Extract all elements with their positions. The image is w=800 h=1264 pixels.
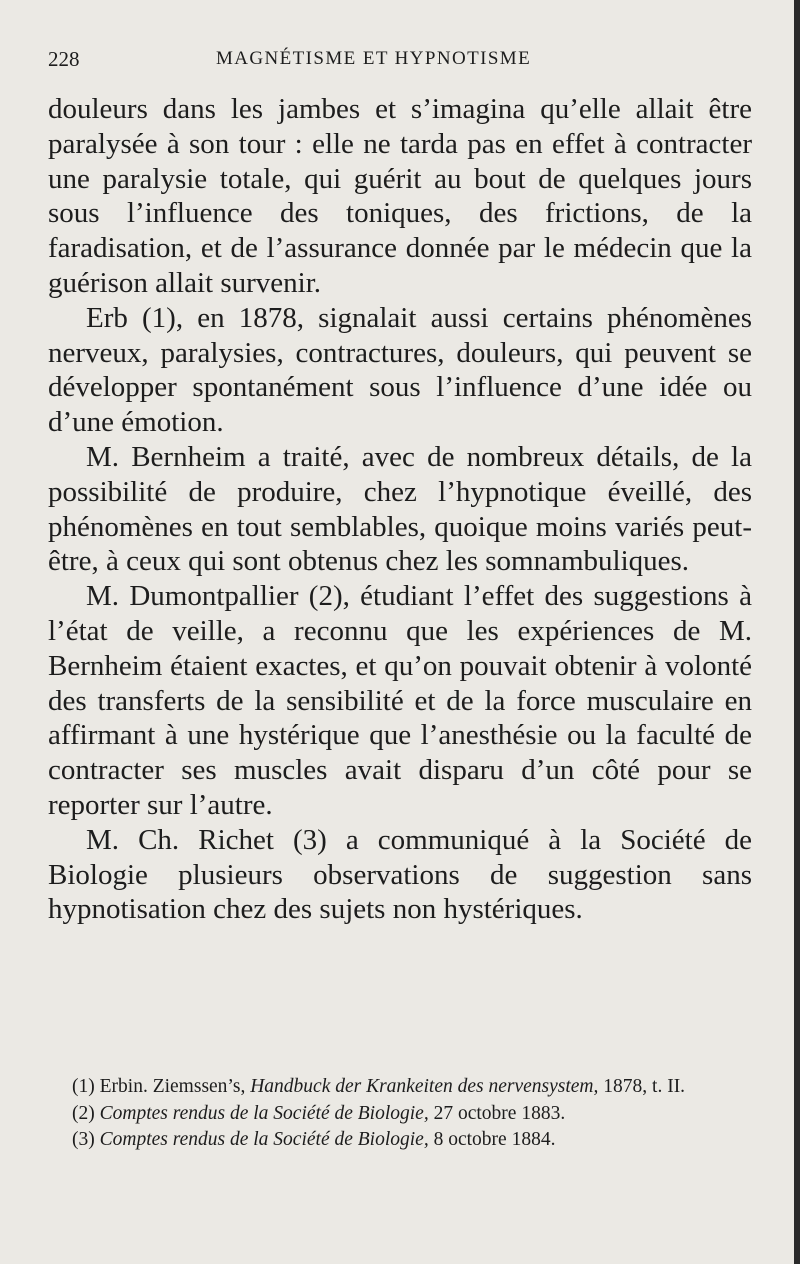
paragraph-2: Erb (1), en 1878, signalait aussi certains phénomènes nerveux, paralysies, contractures, douleurs, qui peuvent se développer spontanément sous l’influence d’une idée ou d’une émotion. — [48, 301, 752, 439]
running-head — [48, 44, 752, 74]
footnote-1-title: Handbuck der Krankeiten des nervensystem, — [250, 1076, 599, 1097]
footnote-1-details: 1878, t. II. — [603, 1076, 686, 1097]
footnote-3-title: Comptes rendus de la Société de Biologie, — [99, 1129, 429, 1150]
footnote-2-marker: (2) — [72, 1102, 95, 1124]
footnote-3-details: 8 octobre 1884. — [433, 1129, 556, 1150]
paragraph-5: M. Ch. Richet (3) a communiqué à la Société de Biologie plusieurs observations de suggestion sans hypnotisation chez des sujets non hystériques. — [48, 823, 752, 926]
paragraph-4: M. Dumontpallier (2), étudiant l’effet des suggestions à l’état de veille, a reconnu que les expériences de M. Bernheim étaient exactes, et qu’on pouvait obtenir à volonté des transferts de la sensibilité et de la force musculaire en affirmant à une hystérique que l’anesthésie ou la faculté de contracter ses muscles avait disparu d’un côté pour se reporter sur l’autre. — [48, 580, 752, 821]
paragraph-1: douleurs dans les jambes et s’imagina qu’elle allait être paralysée à son tour : elle ne tarda pas en effet à contracter une paralysie totale, qui guérit au bout de quelques jours sous l’influence des toniques, des frictions, de la faradisation, et de l’assurance donnée par le médecin que la guérison allait survenir. — [48, 93, 752, 299]
main-text — [48, 92, 752, 927]
paragraph-3: M. Bernheim a traité, avec de nombreux détails, de la possibilité de produire, chez l’hypnotique éveillé, des phénomènes en tout semblables, quoique moins variés peut-être, à ceux qui sont obtenus chez les somnambuliques. — [48, 440, 752, 578]
footnote-2-details: 27 octobre 1883. — [433, 1102, 566, 1124]
footnote-1-author: Erbin. Ziemssen’s, — [99, 1076, 246, 1097]
footnote-2 — [48, 1101, 752, 1128]
footnotes — [48, 1074, 752, 1154]
footnote-2-title: Comptes rendus de la Société de Biologie, — [99, 1102, 429, 1124]
footnote-1-marker: (1) — [72, 1076, 95, 1097]
page-number: 228 — [48, 47, 80, 71]
running-title: MAGNÉTISME ET HYPNOTISME — [216, 48, 532, 69]
footnote-1 — [48, 1074, 752, 1101]
footnote-3-marker: (3) — [72, 1129, 95, 1150]
footnote-3 — [48, 1127, 752, 1154]
